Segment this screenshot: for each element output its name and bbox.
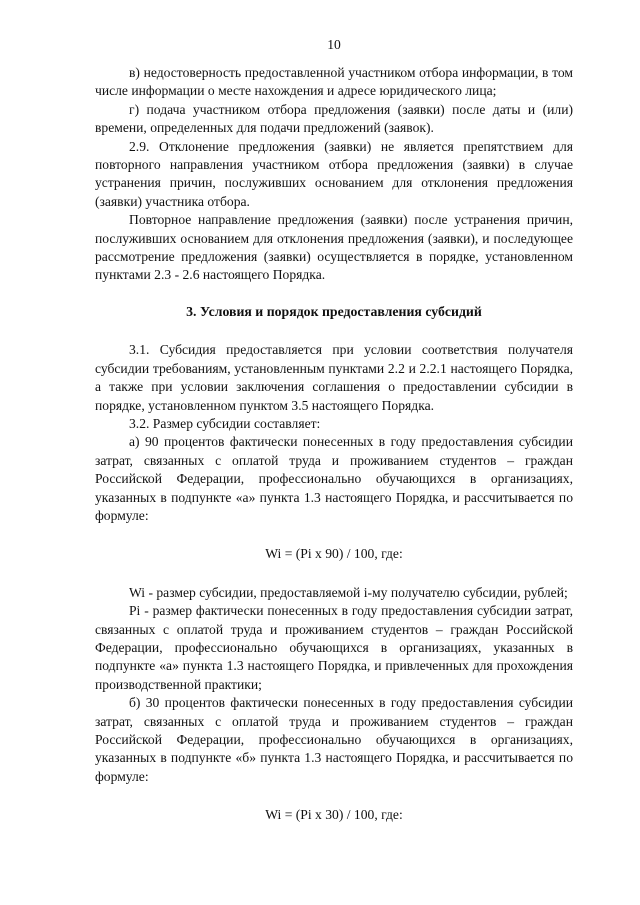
paragraph-3-1: 3.1. Субсидия предоставляется при условии соответствия получателя субсидии требованиям, установленным пунктами 2.2 и 2.2.1 настоящего Порядка, а также при условии заключения соглашения о предоставлении субсидии в порядке, установленном пунктом 3.5 настоящего Порядка. [95, 342, 573, 413]
document-page [95, 36, 573, 845]
paragraph-wi-definition: Wi - размер субсидии, предоставляемой i-му получателю субсидии, рублей; [129, 584, 568, 600]
page-number: 10 [327, 37, 341, 52]
paragraph-3-2: 3.2. Размер субсидии составляет: [129, 415, 321, 431]
paragraph-item-g: г) подача участником отбора предложения (заявки) после даты и (или) времени, определенных для подачи предложений (заявок). [95, 101, 573, 136]
paragraph-resubmission: Повторное направление предложения (заявки) после устранения причин, послуживших основанием для отклонения предложения (заявки), и последующее рассмотрение предложения (заявки) осуществляется в порядке, установленном пунктами 2.3 - 2.6 настоящего Порядка. [95, 212, 573, 283]
paragraph-pi-definition: Pi - размер фактически понесенных в году предоставления субсидии затрат, связанных с оплатой труда и проживанием студентов – граждан Российской Федерации, профессионально обучающихся в организациях, указанных в подпункте «а» пункта 1.3 настоящего Порядка, и привлеченных для прохождения производственной практики; [95, 603, 573, 692]
paragraph-item-b: б) 30 процентов фактически понесенных в году предоставления субсидии затрат, связанных с оплатой труда и проживанием студентов – граждан Российской Федерации, профессионально обучающихся в организациях, указанных в подпункте «б» пункта 1.3 настоящего Порядка, и рассчитывается по формуле: [95, 695, 573, 784]
paragraph-item-a: а) 90 процентов фактически понесенных в году предоставления субсидии затрат, связанных с оплатой труда и проживанием студентов – граждан Российской Федерации, профессионально обучающихся в организациях, указанных в подпункте «а» пункта 1.3 настоящего Порядка, и рассчитывается по формуле: [95, 434, 573, 523]
paragraph-2-9: 2.9. Отклонение предложения (заявки) не является препятствием для повторного направления участником отбора предложения (заявки) в случае устранения причин, послуживших основанием для отклонения предложения (заявки) участника отбора. [95, 138, 573, 209]
formula-30: Wi = (Pi x 30) / 100, где: [265, 807, 403, 823]
section-heading: 3. Условия и порядок предоставления субсидий [186, 303, 482, 319]
formula-90: Wi = (Pi x 90) / 100, где: [265, 546, 403, 562]
paragraph-item-v: в) недостоверность предоставленной участником отбора информации, в том числе информации о месте нахождения и адресе юридического лица; [95, 65, 573, 99]
